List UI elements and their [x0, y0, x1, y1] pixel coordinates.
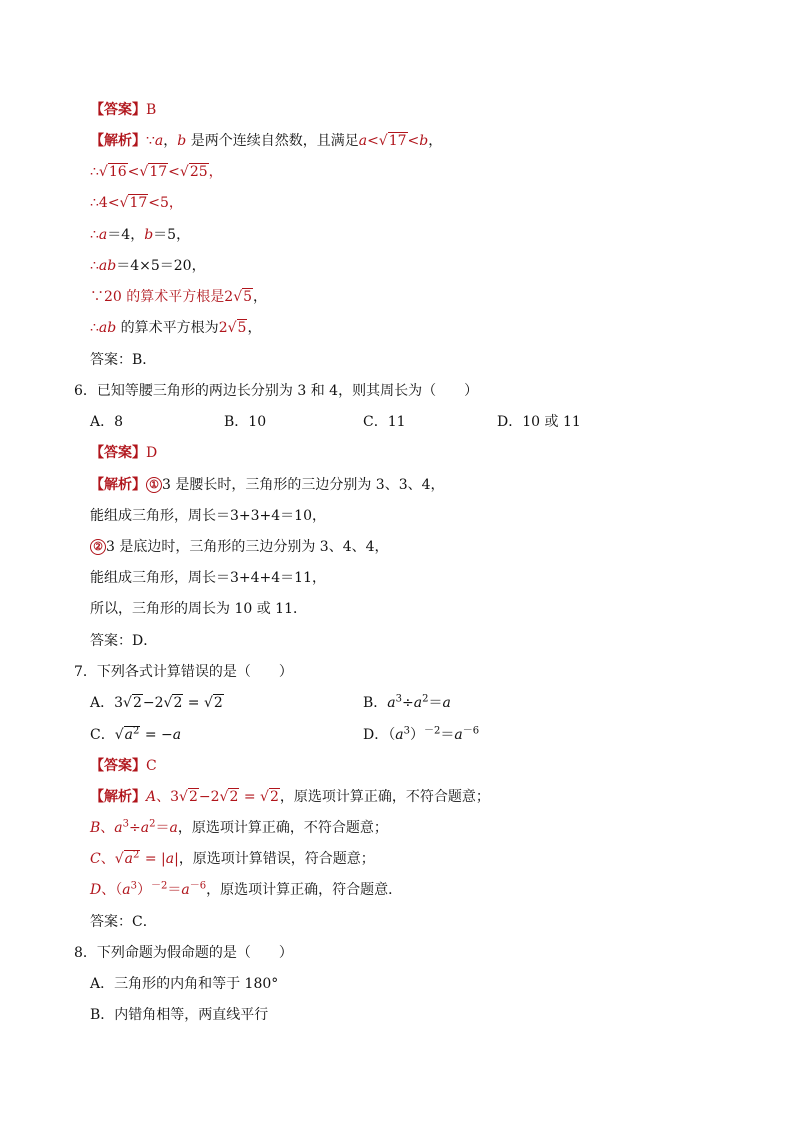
answer-value: D — [146, 445, 158, 461]
answer-value: B — [146, 102, 157, 118]
sqrt-2: √2 — [179, 789, 198, 805]
sqrt-5: √5 — [227, 320, 247, 336]
q5-analysis-line-5: ∴ab＝4×5＝20， — [90, 258, 206, 274]
q6-option-c: C．11 — [363, 414, 406, 430]
q5-analysis-line-7: ∴ab 的算术平方根为2√5， — [90, 320, 262, 336]
answer-tag: 【答案】 — [90, 445, 146, 461]
q7-analysis-line-d: D、$(a^3)^{-2}=a^{-6}$，原选项计算正确，符合题意． — [90, 880, 403, 898]
sqrt-2: √2 — [260, 789, 279, 805]
q6-analysis-line-4: 能组成三角形，周长＝3+4+4＝11， — [90, 570, 326, 586]
q5-analysis-line-3: ∴4<√17<5， — [90, 195, 183, 211]
analysis-tag: 【解析】 — [90, 477, 146, 493]
q8-stem: 8．下列命题为假命题的是（ ） — [74, 945, 293, 961]
q8-option-b: B．内错角相等，两直线平行 — [90, 1007, 269, 1023]
q6-analysis-line-2: 能组成三角形，周长＝3+3+4＝10， — [90, 508, 326, 524]
q6-option-a: A．8 — [90, 414, 124, 430]
q7-analysis-line-b: B、$a^3\div a^2=a$，原选项计算正确，不符合题意； — [90, 818, 388, 836]
q7-option-d: D．$(a^3)^{-2}=a^{-6}$ — [363, 725, 480, 743]
analysis-tag: 【解析】 — [90, 789, 146, 805]
q7-option-b: B．$a^3\div a^2=a$ — [363, 693, 451, 711]
sqrt-a-squared: $√a^2$ — [114, 849, 140, 867]
sqrt-2: √2 — [219, 789, 239, 805]
answer-tag: 【答案】 — [90, 758, 146, 774]
q6-analysis-line-5: 所以，三角形的周长为 10 或 11． — [90, 601, 307, 617]
circled-number-2: ② — [90, 539, 106, 555]
q5-analysis-line-6: ∵20 的算术平方根是2√5， — [90, 289, 268, 305]
q7-analysis-line-a: 【解析】A、3√2−2√2 = √2，原选项计算正确，不符合题意； — [90, 789, 490, 805]
sqrt-a-squared: $√a^2$ — [114, 725, 140, 743]
circled-number-1: ① — [146, 477, 162, 493]
q7-analysis-line-c: C、$√a^2 = |a|$，原选项计算错误，符合题意； — [90, 849, 375, 867]
q6-answer-line — [90, 443, 157, 463]
sqrt-2: √2 — [204, 695, 223, 711]
q5-final-answer: 答案：B． — [90, 352, 157, 368]
sqrt-2: √2 — [163, 695, 183, 711]
q6-final-answer: 答案：D． — [90, 633, 158, 649]
sqrt-5: √5 — [233, 289, 253, 305]
q5-analysis-line-2: ∴√16<√17<√25， — [90, 164, 223, 180]
q6-option-b: B．10 — [224, 414, 267, 430]
q7-final-answer: 答案：C． — [90, 914, 157, 930]
q6-stem: 6．已知等腰三角形的两边长分别为 3 和 4，则其周长为（ ） — [74, 383, 479, 399]
sqrt-17: √17 — [139, 164, 168, 180]
q8-option-a: A．三角形的内角和等于 180° — [90, 976, 279, 992]
q7-stem: 7．下列各式计算错误的是（ ） — [74, 664, 293, 680]
q6-option-d: D．10 或 11 — [497, 414, 581, 430]
q7-option-a: A．3√2−2√2 = √2 — [90, 695, 223, 711]
sqrt-17: √17 — [378, 133, 407, 149]
q5-analysis-line-1: 【解析】∵a，b 是两个连续自然数，且满足a<√17<b， — [90, 133, 443, 149]
analysis-tag: 【解析】 — [90, 133, 146, 149]
q6-analysis-line-3: ② 3 是底边时，三角形的三边分别为 3、4、4， — [90, 537, 389, 557]
q7-option-c: C．$√a^2 = -a$ — [90, 725, 182, 743]
sqrt-2: √2 — [123, 695, 142, 711]
q6-analysis-line-1: 【解析】 ① 3 是腰长时，三角形的三边分别为 3、3、4， — [90, 477, 445, 493]
sqrt-17: √17 — [119, 195, 148, 211]
q5-analysis-line-4: ∴a＝4，b＝5， — [90, 227, 191, 243]
answer-tag: 【答案】 — [90, 102, 146, 118]
q7-answer-line — [90, 756, 157, 776]
sqrt-16: √16 — [98, 164, 127, 180]
answer-value: C — [146, 758, 157, 774]
sqrt-25: √25 — [179, 164, 208, 180]
q5-answer-line — [90, 100, 156, 120]
